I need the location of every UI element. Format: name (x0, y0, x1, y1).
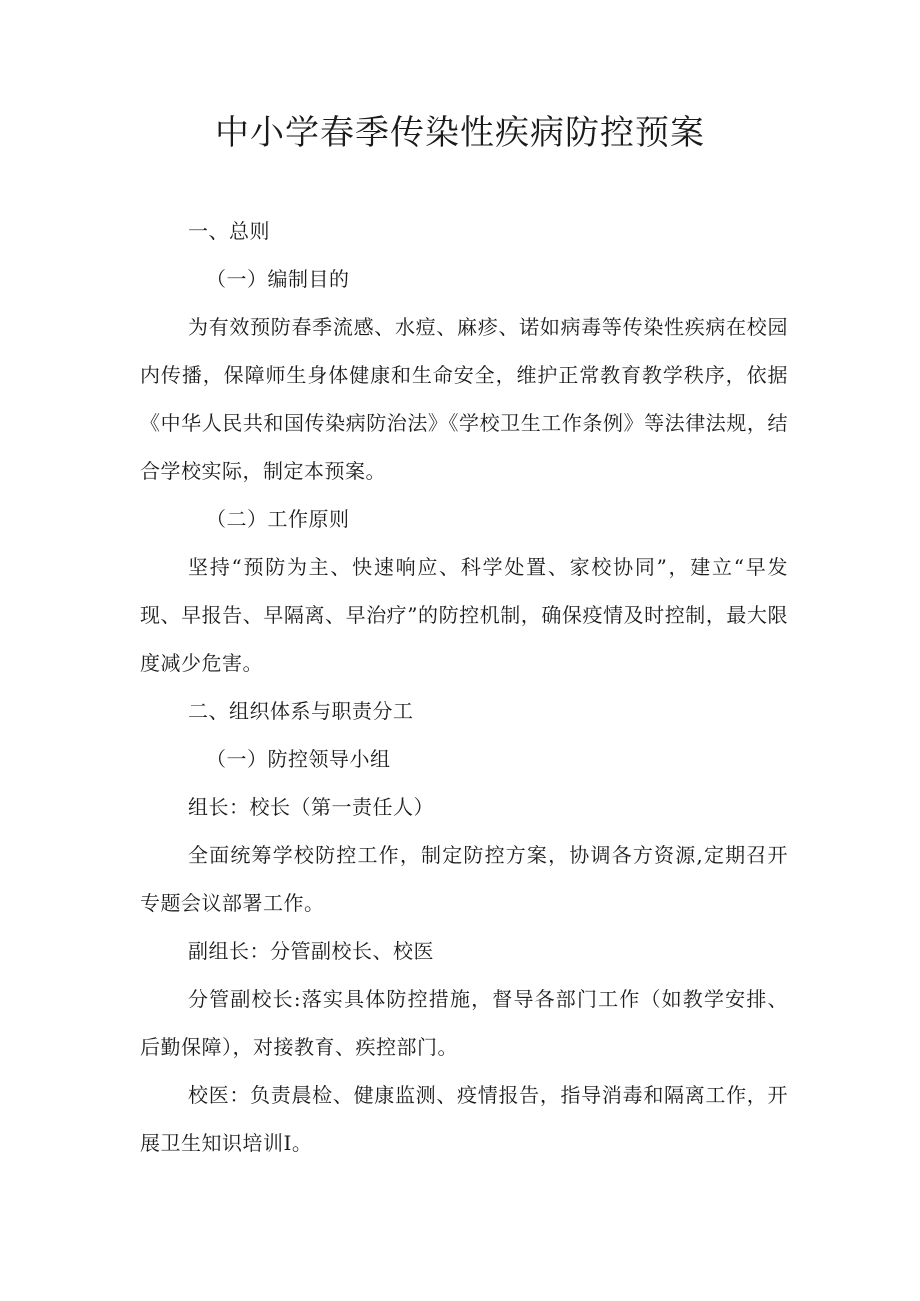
paragraph-team-leader: 组长：校长（第一责任人） (188, 795, 434, 819)
paragraph-principles: 坚持“预防为主、快速响应、科学处置、家校协同”，建立“早发现、早报告、早隔离、早治疗”的防控机制，确保疫情及时控制，最大限度减少危害。 (140, 555, 788, 675)
paragraph-leader-duties: 全面统筹学校防控工作，制定防控方案，协调各方资源,定期召开专题会议部署工作。 (140, 843, 788, 915)
paragraph-vice-principal-duties: 分管副校长:落实具体防控措施，督导各部门工作（如教学安排、后勤保障），对接教育、疾控部门。 (140, 987, 788, 1059)
subsection-heading-leadership: （一）防控领导小组 (206, 747, 391, 771)
paragraph-deputy-leaders: 副组长：分管副校长、校医 (188, 939, 434, 963)
paragraph-purpose: 为有效预防春季流感、水痘、麻疹、诺如病毒等传染性疾病在校园内传播，保障师生身体健康和生命安全，维护正常教育教学秩序，依据《中华人民共和国传染病防治法》《学校卫生工作条例》等法律法规，结合学校实际，制定本预案。 (140, 315, 788, 483)
subsection-heading-purpose: （一）编制目的 (206, 267, 350, 291)
document-title: 中小学春季传染性疾病防控预案 (215, 113, 705, 153)
section-heading-organization: 二、组织体系与职责分工 (188, 699, 414, 723)
paragraph-school-doctor-duties: 校医：负责晨检、健康监测、疫情报告，指导消毒和隔离工作，开展卫生知识培训I。 (140, 1083, 788, 1155)
document-body (140, 207, 788, 1167)
subsection-heading-principles: （二）工作原则 (206, 507, 350, 531)
section-heading-general: 一、总则 (188, 219, 270, 243)
